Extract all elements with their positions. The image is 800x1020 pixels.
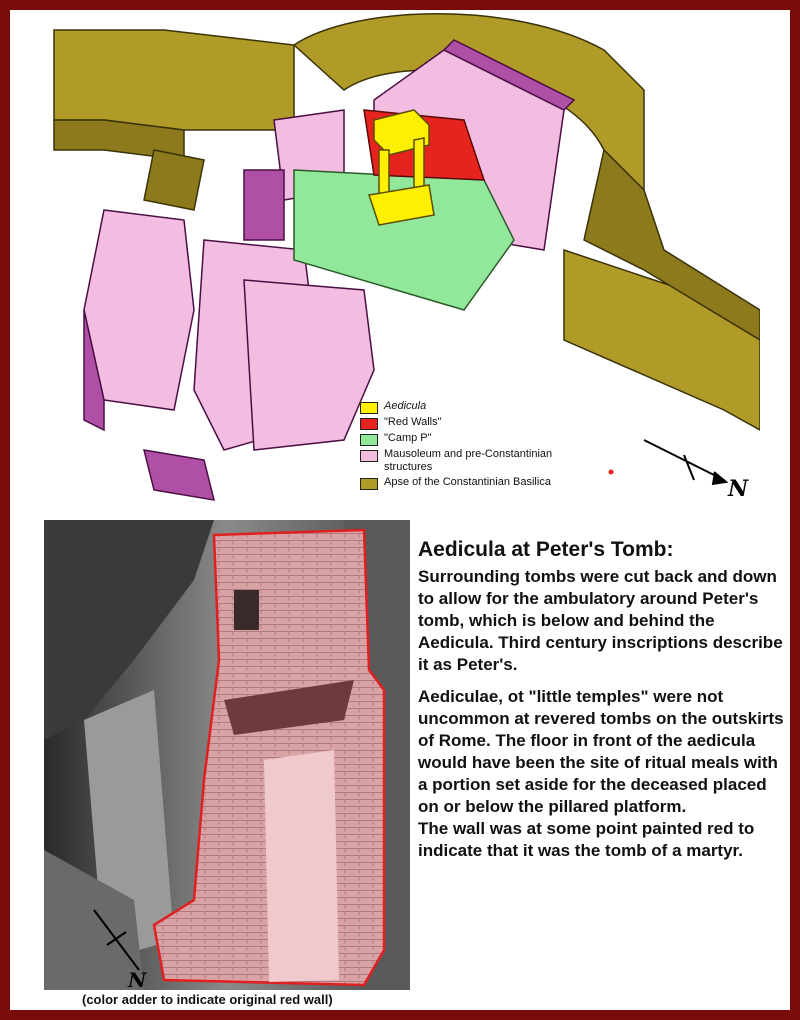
legend-label: Mausoleum and pre-Constantinian structures bbox=[384, 448, 553, 473]
legend-swatch bbox=[360, 450, 378, 462]
text-block bbox=[418, 538, 788, 872]
page-title: Aedicula at Peter's Tomb: bbox=[418, 538, 674, 561]
excavation-photo bbox=[44, 520, 410, 990]
paragraph-2: Aediculae, ot "little temples" were not uncommon at revered tombs on the outskirts of Rome. The floor in front of the aedicula would have been the site of ritual meals with a portion set aside for the deceased placed on or below the pillared platform. The wall was at some point painted red to indicate that it was the tomb of a martyr. bbox=[418, 687, 784, 860]
legend-item-mausoleum bbox=[360, 448, 560, 474]
red-dot bbox=[609, 470, 614, 475]
legend-swatch bbox=[360, 418, 378, 430]
legend-label: Apse of the Constantinian Basilica bbox=[384, 476, 551, 488]
legend-item-aedicula bbox=[360, 400, 560, 414]
legend-label: "Camp P" bbox=[384, 432, 432, 444]
page-frame bbox=[10, 10, 790, 1010]
legend-item-red-walls bbox=[360, 416, 560, 430]
legend-swatch bbox=[360, 434, 378, 446]
compass-arrow-icon bbox=[644, 440, 726, 484]
legend-swatch bbox=[360, 478, 378, 490]
paragraph-1: Surrounding tombs were cut back and down to allow for the ambulatory around Peter's tomb, which is below and behind the Aedicula. Third century inscriptions describe it as Peter's. bbox=[418, 567, 783, 674]
photo-north-label: N bbox=[128, 968, 147, 990]
compass-north-label: N bbox=[728, 476, 749, 502]
legend-item-camp-p bbox=[360, 432, 560, 446]
legend-item-apse bbox=[360, 476, 560, 490]
photo-caption: (color adder to indicate original red wall) bbox=[82, 992, 333, 1007]
legend bbox=[360, 400, 560, 492]
legend-label: "Red Walls" bbox=[384, 416, 442, 428]
legend-label: Aedicula bbox=[384, 400, 427, 412]
legend-swatch bbox=[360, 402, 378, 414]
